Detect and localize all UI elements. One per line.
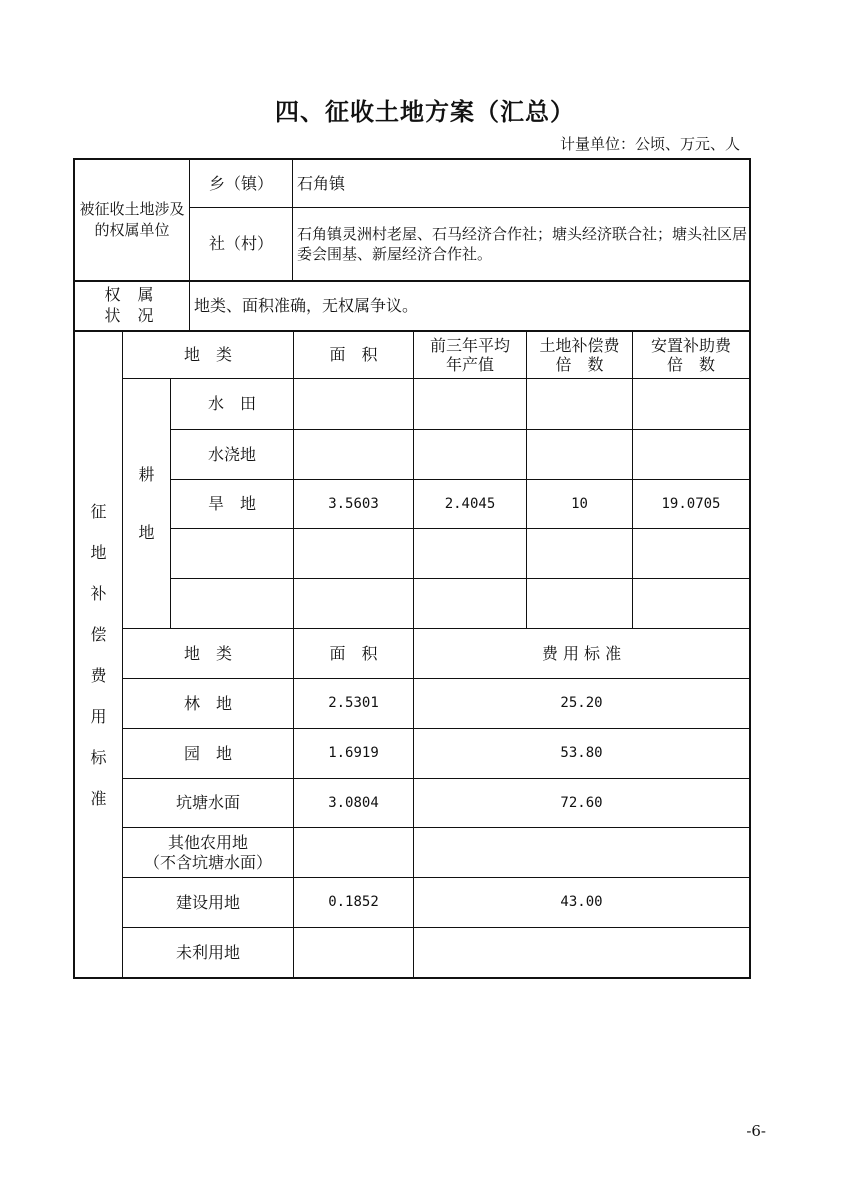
header2-standard: 费 用 标 准 (541, 643, 622, 663)
cultivated-row-2-area (294, 430, 413, 479)
other-row-1-standard: 25.20 (560, 695, 603, 712)
header-land-comp-line1: 土地补偿费 (539, 335, 620, 355)
ownership-label-line1: 权 属 (104, 285, 160, 305)
cultivated-row-2-land-mult (527, 430, 632, 479)
header2-area: 面 积 (329, 643, 378, 663)
page-number: -6- (746, 1122, 766, 1140)
cultivated-row-4-land-mult (527, 529, 632, 578)
cultivated-row-2-resettle-mult (633, 430, 749, 479)
other-row-5-type: 建设用地 (175, 892, 240, 912)
compensation-label: 征地补偿费用标准 (90, 501, 107, 808)
other-row-2-type: 园 地 (183, 743, 232, 763)
cultivated-row-3-land-mult: 10 (571, 495, 588, 512)
header2-land-type: 地 类 (183, 643, 232, 663)
cultivated-row-5-land-mult (527, 579, 632, 628)
cultivated-row-3-type: 旱 地 (207, 494, 256, 514)
other-row-5-standard: 43.00 (560, 894, 603, 911)
other-row-3-type: 坑塘水面 (175, 793, 240, 813)
header-avg-output (414, 332, 526, 378)
unit-label: 计量单位：公顷、万元、人 (559, 135, 740, 153)
cultivated-row-1-resettle-mult (633, 379, 749, 429)
other-row-4-standard (414, 828, 749, 877)
header-avg-output-line2: 年产值 (445, 355, 494, 374)
other-row-2-area: 1.6919 (328, 745, 379, 762)
cultivated-row-3-area: 3.5603 (328, 495, 379, 512)
cultivated-row-4-resettle-mult (633, 529, 749, 578)
other-row-4-type-line2: （不含坑塘水面） (143, 852, 272, 872)
other-row-4-type (123, 828, 293, 877)
cultivated-row-5-type (171, 579, 293, 628)
ownership-status-label (75, 282, 189, 330)
header-resettle (633, 332, 749, 378)
compensation-label-cell (75, 332, 122, 977)
other-row-3-standard: 72.60 (560, 794, 603, 811)
township-value: 石角镇 (297, 173, 346, 193)
cultivated-row-3-resettle-mult: 19.0705 (661, 495, 721, 512)
other-row-6-type: 未利用地 (175, 942, 240, 962)
other-row-6-standard (414, 928, 749, 977)
other-row-6-area (294, 928, 413, 977)
cultivated-row-3-avg: 2.4045 (444, 495, 496, 512)
header-land-comp (527, 332, 632, 378)
cultivated-row-2-type: 水浇地 (207, 444, 256, 464)
cultivated-row-4-avg (414, 529, 526, 578)
header-land-comp-line2: 倍 数 (555, 355, 604, 374)
ownership-label-line2: 状 况 (104, 306, 160, 325)
village-value: 石角镇灵洲村老屋、石马经济合作社；塘头经济联合社；塘头社区居委会围基、新屋经济合作社。 (297, 224, 748, 263)
village-label: 社（村） (208, 234, 273, 254)
township-label: 乡（镇） (208, 173, 273, 193)
other-row-1-type: 林 地 (183, 693, 232, 713)
ownership-status-value: 地类、面积准确，无权属争议。 (194, 296, 419, 316)
cultivated-row-2-avg (414, 430, 526, 479)
other-row-4-type-line1: 其他农用地 (167, 832, 248, 852)
other-row-2-standard: 53.80 (560, 745, 603, 762)
owner-unit-label: 被征收土地涉及的权属单位 (79, 200, 185, 239)
cultivated-row-1-area (294, 379, 413, 429)
header-land-type: 地 类 (183, 345, 232, 365)
header-area: 面 积 (329, 345, 378, 365)
cultivated-row-4-type (171, 529, 293, 578)
header-avg-output-line1: 前三年平均 (429, 335, 510, 355)
cultivated-row-5-resettle-mult (633, 579, 749, 628)
cultivated-row-5-avg (414, 579, 526, 628)
cultivated-row-1-type: 水 田 (207, 394, 256, 414)
other-row-5-area: 0.1852 (328, 894, 379, 911)
cultivated-row-1-avg (414, 379, 526, 429)
other-row-4-area (294, 828, 413, 877)
cultivated-row-4-area (294, 529, 413, 578)
cultivated-row-5-area (294, 579, 413, 628)
cultivated-label-cell (123, 379, 170, 628)
header-resettle-line1: 安置补助费 (650, 335, 731, 355)
other-row-3-area: 3.0804 (328, 794, 379, 811)
page-title: 四、征收土地方案（汇总） (275, 97, 575, 126)
other-row-1-area: 2.5301 (328, 695, 379, 712)
header-resettle-line2: 倍 数 (666, 355, 715, 374)
cultivated-label: 耕地 (138, 464, 155, 542)
cultivated-row-1-land-mult (527, 379, 632, 429)
